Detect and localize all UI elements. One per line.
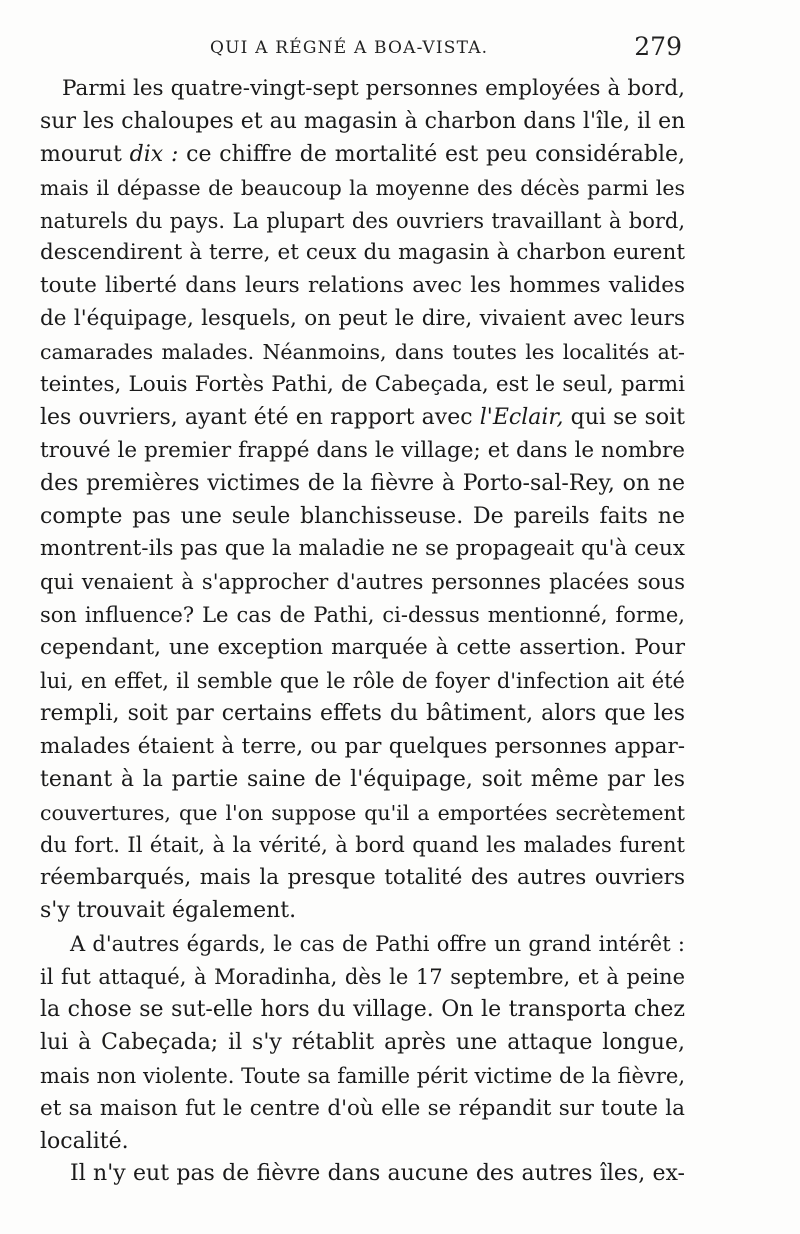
running-title: QUI A RÉGNÉ A BOA-VISTA. — [210, 38, 489, 58]
text-line: toute liberté dans leurs relations avec les hommes valides — [40, 273, 685, 299]
text-line: trouvé le premier frappé dans le village; et dans le nombre — [40, 437, 685, 463]
text-line: couvertures, que l'on suppose qu'il a emportées secrètement — [40, 800, 685, 825]
text-line: réembarqués, mais la presque totalité des autres ouvriers — [40, 865, 685, 891]
text-line: teintes, Louis Fortès Pathi, de Cabeçada, est le seul, parmi — [40, 372, 685, 398]
text-line: la chose se sut-elle hors du village. On le transporta chez — [40, 996, 685, 1022]
text-line: montrent-ils pas que la maladie ne se propageait qu'à ceux — [40, 536, 685, 562]
text-segment: les ouvriers, ayant été en rapport avec — [40, 404, 480, 430]
ship-name: l'Eclair, — [479, 404, 564, 430]
text-line: rempli, soit par certains effets du bâtiment, alors que les — [40, 700, 685, 726]
text-line: lui à Cabeçada; il s'y rétablit après une attaque longue, — [40, 1029, 685, 1055]
text-line: son influence? Le cas de Pathi, ci-dessus mentionné, forme, — [40, 603, 685, 628]
text-line: mais il dépasse de beaucoup la moyenne des décès parmi les — [40, 175, 685, 200]
text-line: Parmi les quatre-vingt-sept personnes employées à bord, — [62, 76, 685, 101]
running-head — [40, 30, 682, 66]
italic-word: dix : — [129, 141, 179, 167]
text-line: malades étaient à terre, ou par quelques personnes appar- — [40, 733, 685, 759]
text-line: des premières victimes de la fièvre à Porto-sal-Rey, on ne — [40, 470, 685, 496]
text-line: Il n'y eut pas de fièvre dans aucune des autres îles, ex- — [70, 1161, 685, 1187]
text-line: cependant, une exception marquée à cette assertion. Pour — [40, 635, 685, 661]
text-line: de l'équipage, lesquels, on peut le dire, vivaient avec leurs — [40, 306, 685, 332]
text-segment: mourut — [40, 141, 130, 167]
text-line: qui venaient à s'approcher d'autres personnes placées sous — [40, 570, 685, 595]
text-line: A d'autres égards, le cas de Pathi offre un grand intérêt : — [70, 932, 685, 957]
text-line: mais non violente. Toute sa famille périt victime de la fièvre, — [40, 1063, 685, 1088]
body-text — [40, 73, 685, 1191]
text-line: compte pas une seule blanchisseuse. De pareils faits ne — [40, 503, 685, 529]
page-number: 279 — [634, 32, 682, 61]
text-line: naturels du pays. La plupart des ouvriers travaillant à bord, — [40, 208, 685, 233]
text-line: descendirent à terre, et ceux du magasin à charbon eurent — [40, 240, 685, 266]
text-line — [40, 139, 685, 172]
text-segment: ce chiffre de mortalité est peu considérable, — [178, 141, 685, 167]
text-line: localité. — [40, 1128, 129, 1154]
text-line: s'y trouvait également. — [40, 898, 297, 924]
text-line — [40, 402, 685, 435]
text-line: il fut attaqué, à Moradinha, dès le 17 septembre, et à peine — [40, 965, 685, 990]
text-line: du fort. Il était, à la vérité, à bord quand les malades furent — [40, 833, 685, 858]
text-line: et sa maison fut le centre d'où elle se répandit sur toute la — [40, 1095, 685, 1121]
text-line: camarades malades. Néanmoins, dans toutes les localités at- — [40, 340, 685, 365]
text-line: sur les chaloupes et au magasin à charbon dans l'île, il en — [40, 108, 686, 134]
text-line: tenant à la partie saine de l'équipage, soit même par les — [40, 766, 685, 792]
text-line: lui, en effet, il semble que le rôle de foyer d'infection ait été — [40, 669, 685, 694]
text-segment: qui se soit — [563, 404, 685, 430]
